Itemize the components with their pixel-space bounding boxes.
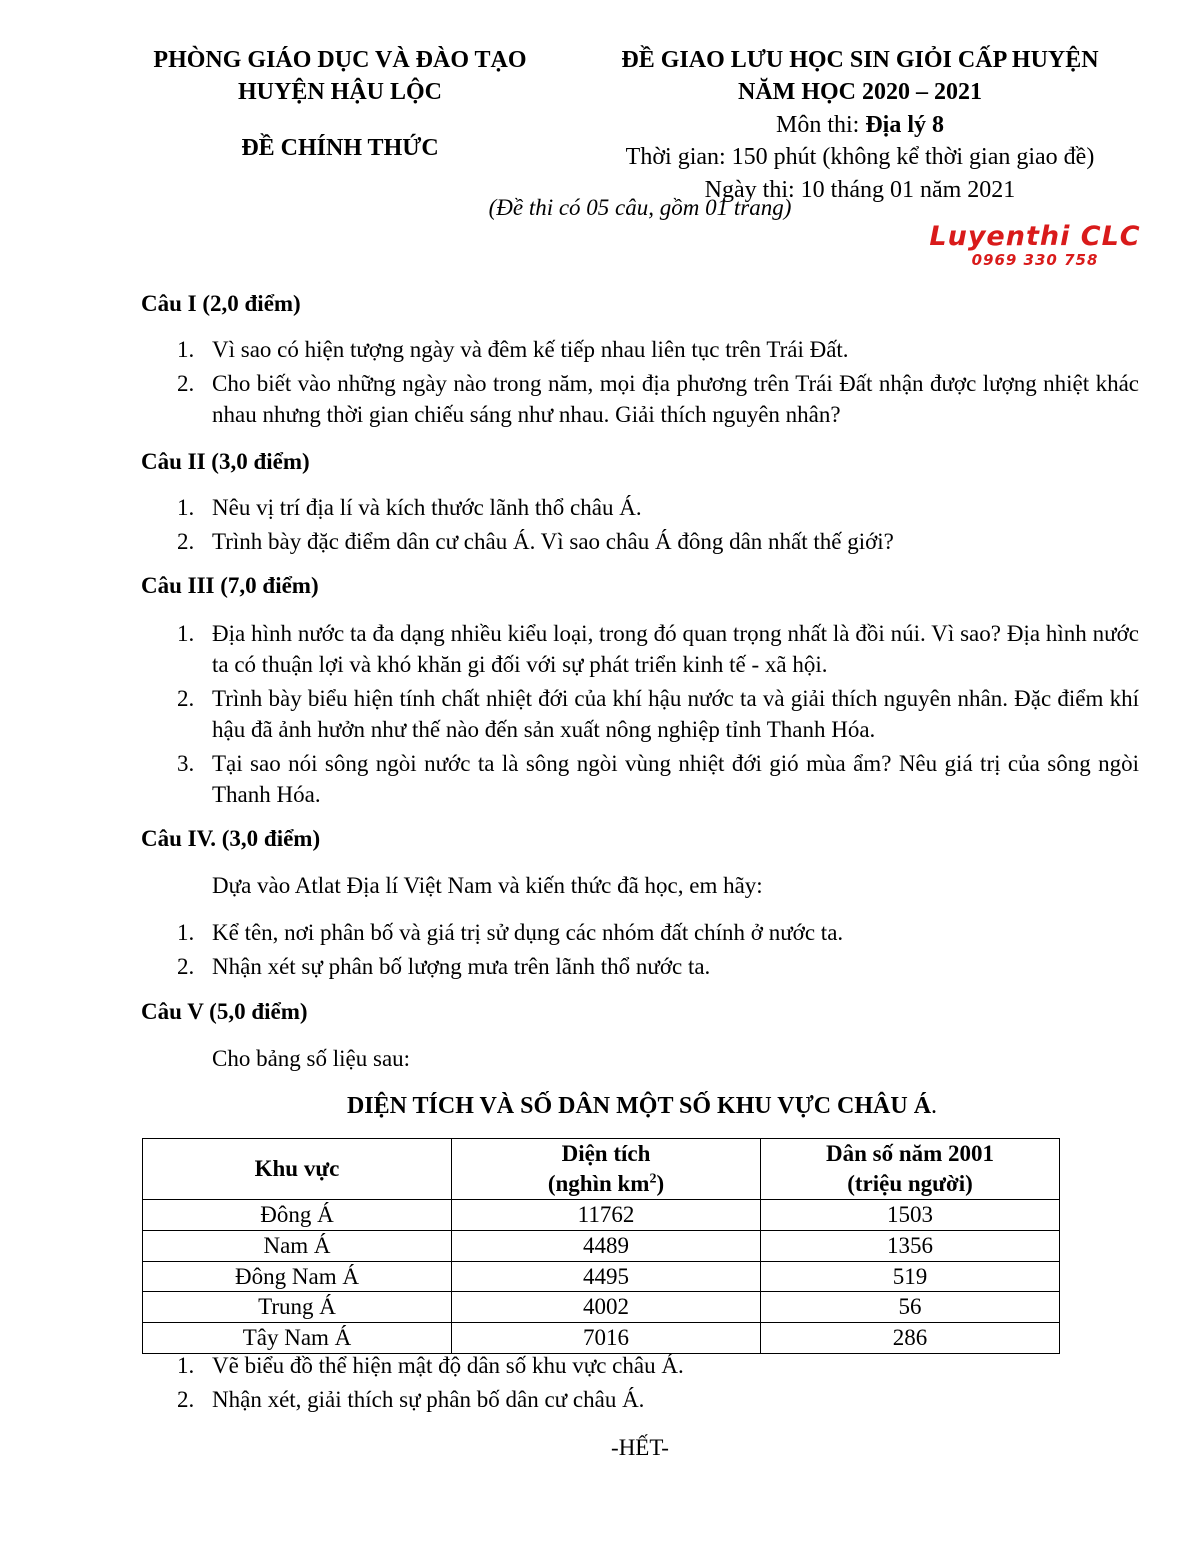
list-item: [141, 1384, 1139, 1415]
department-header: [120, 44, 560, 109]
question-3-title: Câu III (7,0 điểm): [141, 573, 319, 598]
item-text: Kể tên, nơi phân bố và giá trị sử dụng các nhóm đất chính ở nước ta.: [212, 920, 844, 945]
question-5-list: [141, 1350, 1139, 1418]
question-2-list: [141, 492, 1139, 560]
table-title-text: DIỆN TÍCH VÀ SỐ DÂN MỘT SỐ KHU VỰC CHÂU Á: [346, 1093, 932, 1119]
table-title-period: .: [931, 1093, 938, 1119]
header-area-sup: 2: [649, 1171, 657, 1187]
header-area-line1: Diện tích: [561, 1141, 651, 1166]
list-item: [141, 683, 1139, 745]
cell-population: 286: [761, 1323, 1060, 1354]
population-table: [142, 1138, 1060, 1354]
list-item: [141, 951, 1139, 982]
item-text: Nêu vị trí địa lí và kích thước lãnh thổ châu Á.: [212, 495, 642, 520]
question-2-title: Câu II (3,0 điểm): [141, 449, 310, 474]
cell-region: Tây Nam Á: [143, 1323, 452, 1354]
cell-area: 4495: [452, 1261, 761, 1292]
item-text: Vì sao có hiện tượng ngày và đêm kế tiếp nhau liên tục trên Trái Đất.: [212, 337, 849, 362]
subject-value: Địa lý 8: [865, 111, 944, 138]
list-item: [141, 334, 1139, 365]
header-population: [761, 1139, 1060, 1200]
item-number: 2.: [177, 529, 195, 555]
list-item: [141, 618, 1139, 680]
item-number: 1.: [177, 920, 195, 945]
table-row: [143, 1199, 1060, 1230]
logo-phone: 0969 330 758: [971, 250, 1099, 269]
item-number: 2.: [177, 954, 195, 980]
question-4-list: [141, 917, 1139, 985]
item-number: 1.: [177, 621, 195, 646]
school-year: NĂM HỌC 2020 – 2021: [738, 79, 982, 106]
subject-line: [575, 109, 1145, 141]
item-number: 2.: [177, 686, 195, 712]
item-text: Tại sao nói sông ngòi nước ta là sông ngòi vùng nhiệt đới gió mùa ẩm? Nêu giá trị của sông ngòi Thanh Hóa.: [212, 751, 1139, 808]
item-text: Nhận xét sự phân bố lượng mưa trên lãnh thổ nước ta.: [212, 954, 711, 980]
item-number: 1.: [177, 337, 195, 362]
header-area-line2: [456, 1169, 756, 1199]
item-text: Cho biết vào những ngày nào trong năm, mọi địa phương trên Trái Đất nhận được lượng nhiệt khác nhau nhưng thời gian chiếu sáng như nhau. Giải thích nguyên nhân?: [212, 371, 1139, 428]
table-title: [142, 1090, 1142, 1122]
cell-region: Trung Á: [143, 1292, 452, 1323]
exam-date: Ngày thi: 10 tháng 01 năm 2021: [704, 176, 1016, 203]
header-pop-line1: Dân số năm 2001: [825, 1141, 995, 1166]
cell-population: 1356: [761, 1230, 1060, 1261]
exam-title: ĐỀ GIAO LƯU HỌC SIN GIỎI CẤP HUYỆN: [621, 47, 1099, 73]
question-1-list: [141, 334, 1139, 433]
item-number: 2.: [177, 1387, 195, 1413]
question-1-title: Câu I (2,0 điểm): [141, 291, 301, 316]
item-text: Trình bày đặc điểm dân cư châu Á. Vì sao châu Á đông dân nhất thế giới?: [212, 529, 894, 555]
cell-area: 11762: [452, 1199, 761, 1230]
cell-region: Đông Nam Á: [143, 1261, 452, 1292]
question-5-intro: Cho bảng số liệu sau:: [212, 1046, 411, 1071]
exam-note: (Đề thi có 05 câu, gồm 01 trang): [488, 195, 792, 220]
logo-name: Luyenthi CLC: [929, 221, 1141, 252]
cell-region: Đông Á: [143, 1199, 452, 1230]
table-row: [143, 1261, 1060, 1292]
list-item: [141, 526, 1139, 557]
cell-area: 4002: [452, 1292, 761, 1323]
list-item: [141, 748, 1139, 810]
district-name: HUYỆN HẬU LỘC: [237, 79, 442, 106]
item-text: Trình bày biểu hiện tính chất nhiệt đới của khí hậu nước ta và giải thích nguyên nhân. Đặc điểm khí hậu đã ảnh hưởn như thế nào đến sản xuất nông nghiệp tỉnh Thanh Hóa.: [212, 686, 1139, 743]
item-number: 1.: [177, 1353, 195, 1378]
item-text: Nhận xét, giải thích sự phân bố dân cư châu Á.: [212, 1387, 645, 1413]
department-name: PHÒNG GIÁO DỤC VÀ ĐÀO TẠO: [153, 47, 527, 73]
cell-population: 56: [761, 1292, 1060, 1323]
cell-area: 4489: [452, 1230, 761, 1261]
header-area: [452, 1139, 761, 1200]
table-row: [143, 1230, 1060, 1261]
list-item: [141, 917, 1139, 948]
cell-region: Nam Á: [143, 1230, 452, 1261]
official-label: ĐỀ CHÍNH THỨC: [241, 135, 439, 161]
luyenthi-logo: [920, 222, 1150, 268]
header-area-unit: (nghìn km: [547, 1170, 650, 1196]
table-header-row: [143, 1139, 1060, 1200]
table-row: [143, 1292, 1060, 1323]
header-region: Khu vực: [143, 1139, 452, 1200]
header-area-close: ): [656, 1170, 665, 1196]
item-text: Vẽ biểu đồ thể hiện mật độ dân số khu vực châu Á.: [212, 1353, 684, 1378]
question-4-title: Câu IV. (3,0 điểm): [141, 826, 321, 851]
header-pop-line2: (triệu người): [847, 1170, 973, 1196]
cell-area: 7016: [452, 1323, 761, 1354]
subject-label: Môn thi:: [775, 111, 866, 138]
cell-population: 519: [761, 1261, 1060, 1292]
question-5-title: Câu V (5,0 điểm): [141, 999, 308, 1024]
question-4-intro: Dựa vào Atlat Địa lí Việt Nam và kiến thức đã học, em hãy:: [212, 873, 763, 898]
item-number: 1.: [177, 495, 195, 520]
end-marker: -HẾT-: [611, 1435, 669, 1460]
item-text: Địa hình nước ta đa dạng nhiều kiểu loại, trong đó quan trọng nhất là đồi núi. Vì sao? Địa hình nước ta có thuận lợi và khó khăn gi đối với sự phát triển kinh tế - xã hội.: [212, 621, 1139, 678]
question-3-list: [141, 618, 1139, 813]
list-item: [141, 368, 1139, 430]
list-item: [141, 1350, 1139, 1381]
item-number: 2.: [177, 371, 195, 397]
cell-population: 1503: [761, 1199, 1060, 1230]
list-item: [141, 492, 1139, 523]
exam-header: [575, 44, 1145, 206]
exam-time: Thời gian: 150 phút (không kể thời gian giao đề): [625, 144, 1095, 171]
item-number: 3.: [177, 751, 195, 777]
